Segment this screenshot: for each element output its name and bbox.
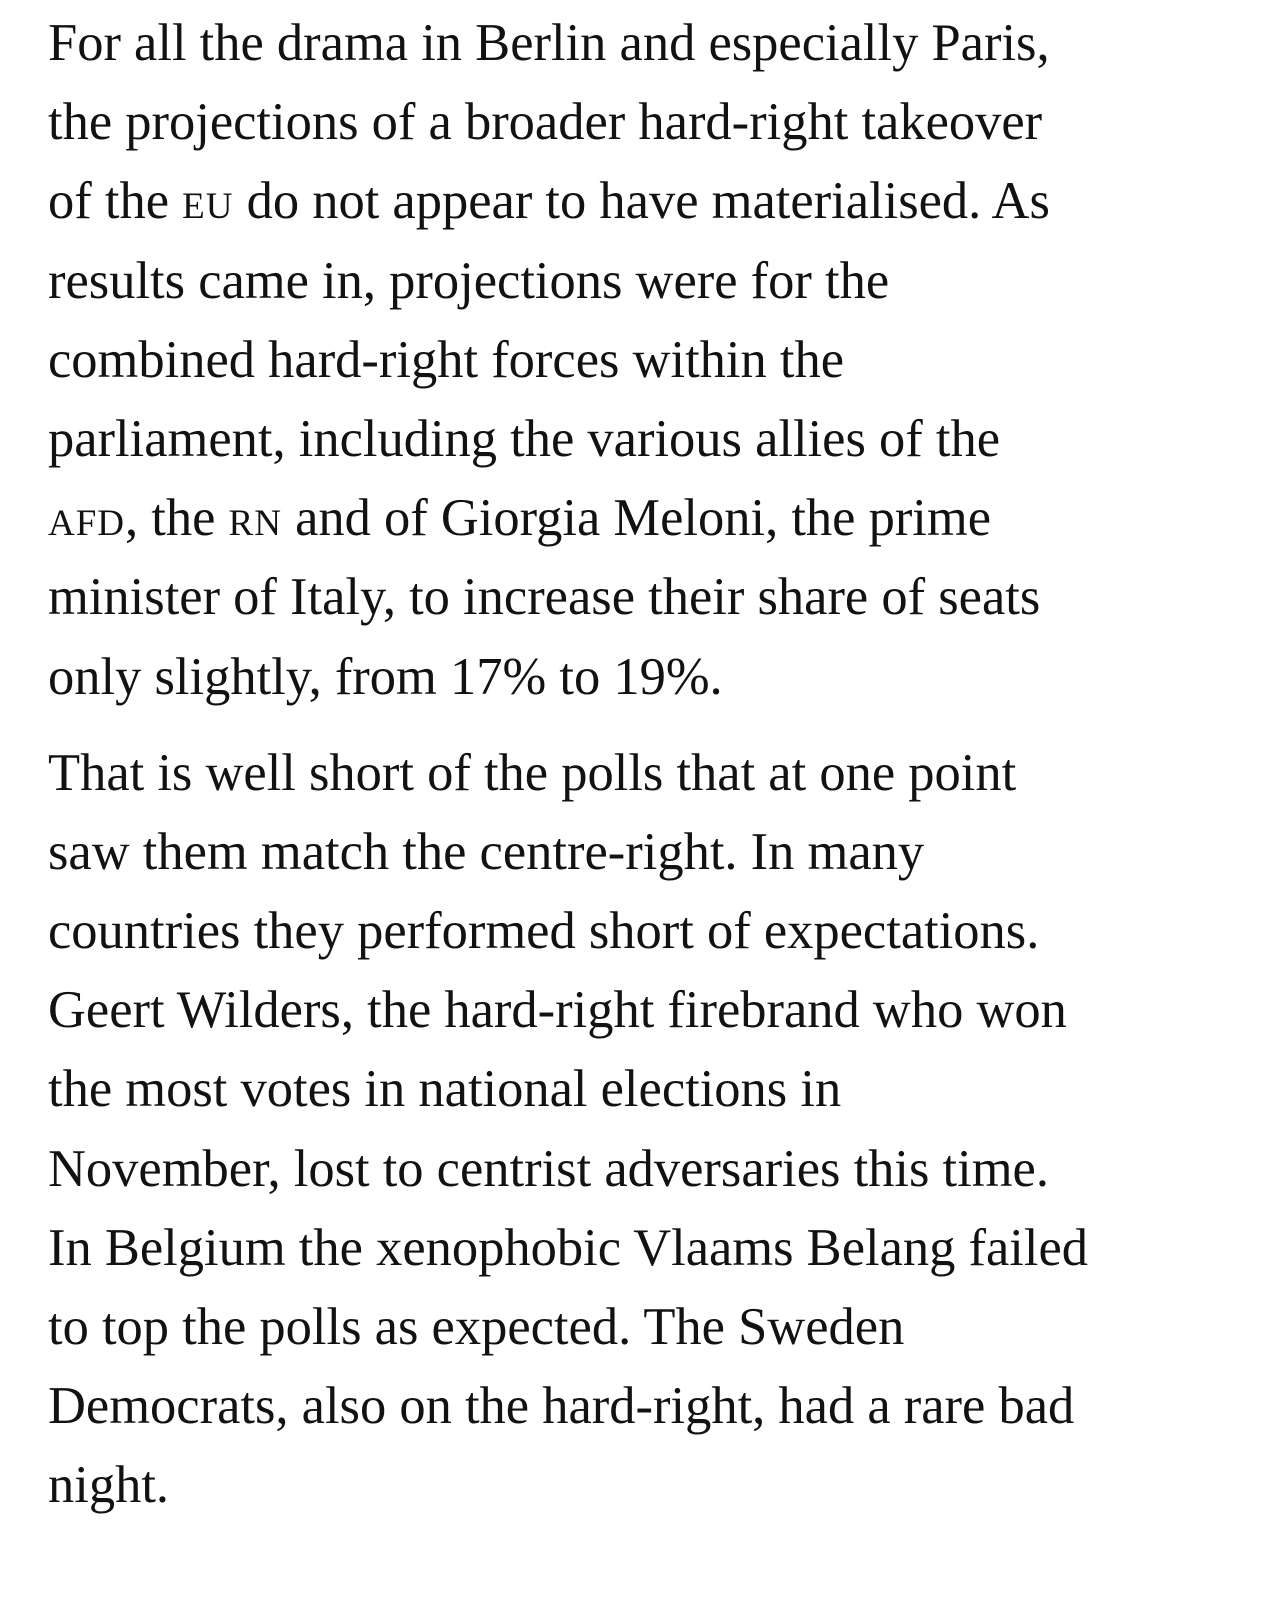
text-line: night. — [48, 1456, 170, 1515]
article-body — [48, 4, 1248, 1526]
text-line: results came in, projections were for the — [48, 251, 890, 310]
text-line: minister of Italy, to increase their share of seats — [48, 568, 1041, 627]
text-line: That is well short of the polls that at one point — [48, 743, 1017, 802]
abbr-rn: rn — [228, 489, 282, 548]
text-line: Democrats, also on the hard-right, had a rare bad — [48, 1377, 1075, 1436]
text-line: saw them match the centre-right. In many — [48, 822, 925, 881]
paragraph-1 — [48, 4, 1248, 717]
text-line: parliament, including the various allies of the — [48, 409, 1001, 468]
text-line: countries they performed short of expectations. — [48, 902, 1040, 961]
text-line: the projections of a broader hard-right takeover — [48, 93, 1043, 152]
text-line: For all the drama in Berlin and especially Paris, — [48, 14, 1050, 72]
text-line: combined hard-right forces within the — [48, 330, 845, 389]
text-line: November, lost to centrist adversaries this time. — [48, 1139, 1049, 1198]
paragraph-2 — [48, 734, 1248, 1526]
text-line: In Belgium the xenophobic Vlaams Belang failed — [48, 1218, 1089, 1277]
abbr-afd: afd — [48, 489, 126, 548]
text-line: Geert Wilders, the hard-right firebrand who won — [48, 981, 1067, 1040]
text-line: the most votes in national elections in — [48, 1060, 842, 1119]
text-line: afd, the rn and of Giorgia Meloni, the prime — [48, 489, 992, 548]
abbr-eu: eu — [182, 172, 234, 231]
text-line: to top the polls as expected. The Sweden — [48, 1298, 905, 1356]
text-line: of the eu do not appear to have materialised. As — [48, 172, 1050, 231]
text-line: only slightly, from 17% to 19%. — [48, 647, 723, 706]
